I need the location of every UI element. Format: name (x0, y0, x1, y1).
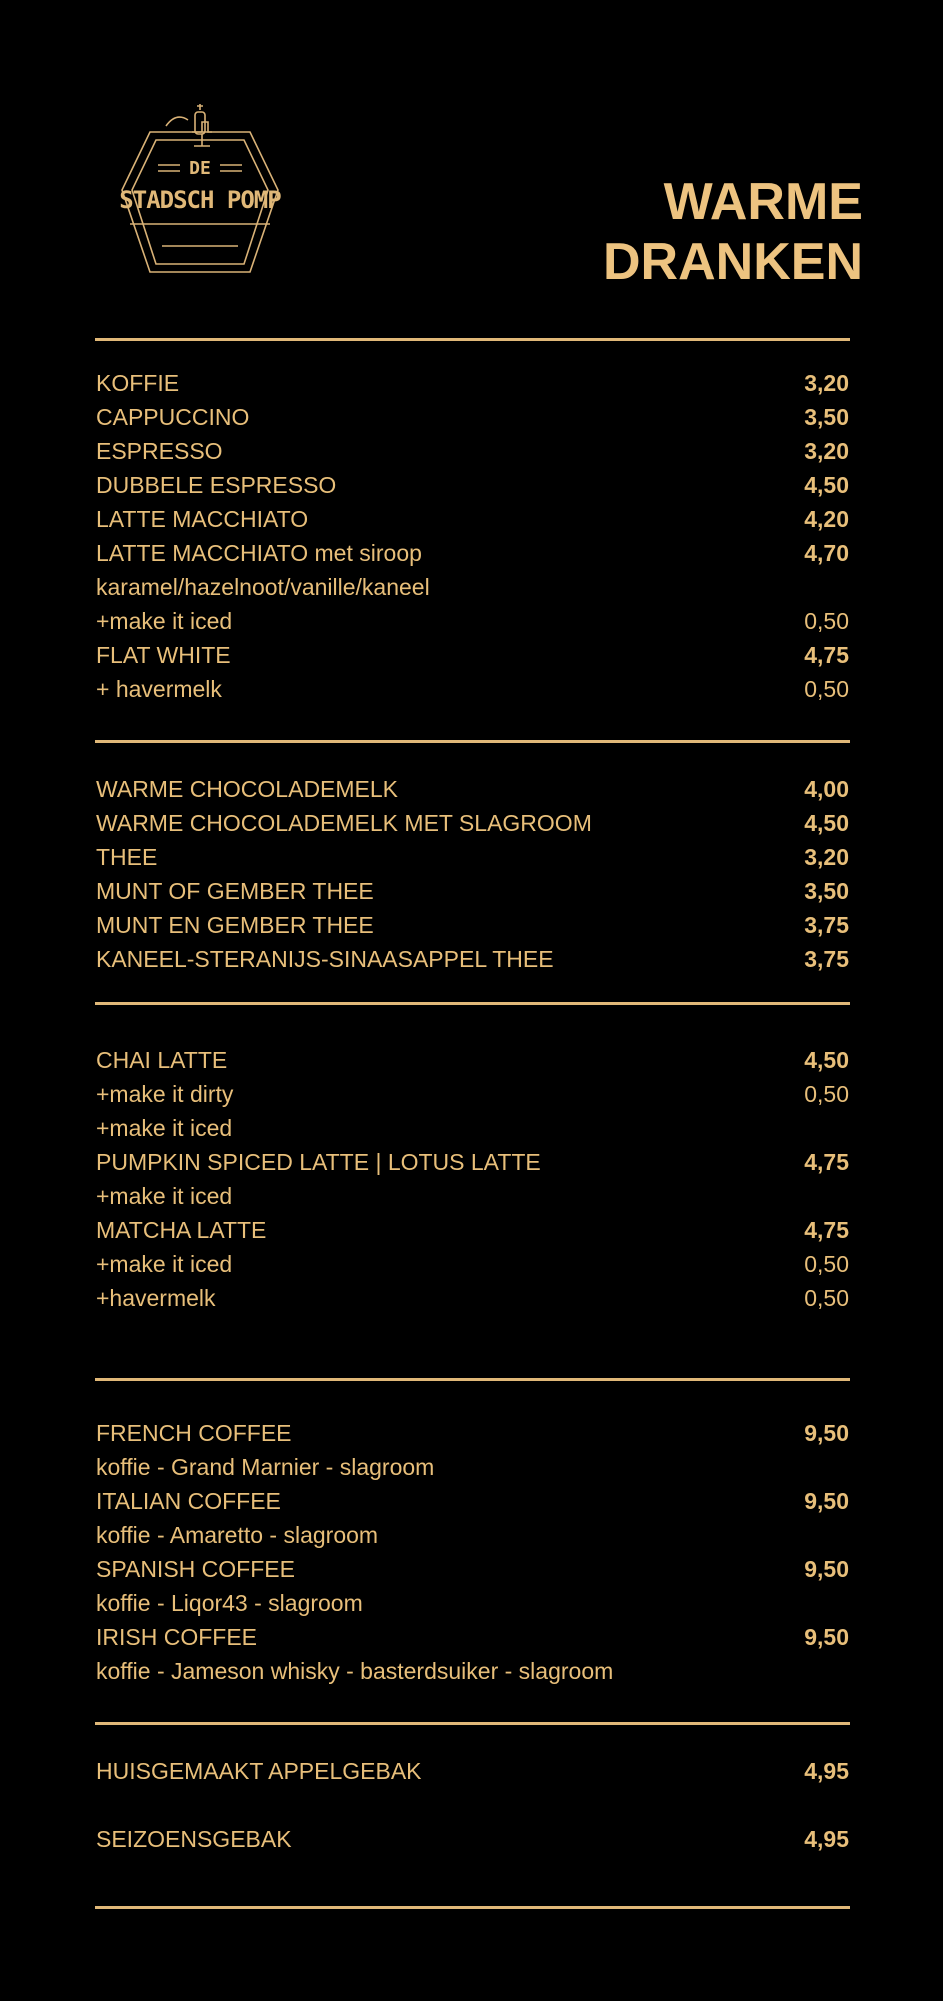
menu-item (96, 1077, 849, 1111)
menu-item-price: 4,50 (804, 810, 849, 836)
menu-item-price: 9,50 (804, 1556, 849, 1582)
menu-item-price: 0,50 (804, 1251, 849, 1277)
menu-item (96, 1620, 849, 1654)
section-divider (95, 1722, 850, 1725)
menu-item (96, 806, 849, 840)
menu-item-label: FLAT WHITE (96, 642, 231, 668)
menu-item-price: 0,50 (804, 608, 849, 634)
menu-item-price: 9,50 (804, 1420, 849, 1446)
menu-item (96, 502, 849, 536)
menu-item (96, 908, 849, 942)
menu-item-price: 4,95 (804, 1758, 849, 1784)
menu-item (96, 1043, 849, 1077)
menu-item-label: LATTE MACCHIATO met siroop (96, 540, 422, 566)
menu-item-label: karamel/hazelnoot/vanille/kaneel (96, 574, 430, 600)
menu-item-price: 3,20 (804, 370, 849, 396)
menu-item-label: koffie - Grand Marnier - slagroom (96, 1454, 435, 1480)
section-divider (95, 1002, 850, 1005)
menu-item (96, 772, 849, 806)
menu-item (96, 1145, 849, 1179)
menu-item-label: KOFFIE (96, 370, 180, 396)
menu-item-label: +make it iced (96, 1115, 233, 1141)
menu-item-price: 0,50 (804, 1081, 849, 1107)
menu-item (96, 1179, 849, 1213)
menu-item-label: WARME CHOCOLADEMELK MET SLAGROOM (96, 810, 592, 836)
menu-item (96, 1416, 849, 1450)
menu-item-price: 4,75 (804, 1149, 849, 1175)
menu-item-price: 3,20 (804, 438, 849, 464)
menu-item-price: 4,75 (804, 1217, 849, 1243)
menu-item (96, 604, 849, 638)
menu-item-label: +make it iced (96, 1183, 233, 1209)
section-divider (95, 740, 850, 743)
menu-item-price: 4,00 (804, 776, 849, 802)
menu-item-label: koffie - Amaretto - slagroom (96, 1522, 379, 1548)
menu-item (96, 874, 849, 908)
menu-item (96, 1654, 849, 1688)
menu-item (96, 536, 849, 570)
menu-item (96, 672, 849, 706)
menu-item (96, 1754, 849, 1788)
page-title: WARME DRANKEN (603, 173, 863, 291)
menu-item (96, 434, 849, 468)
menu-item (96, 1586, 849, 1620)
menu-item-label: FRENCH COFFEE (96, 1420, 292, 1446)
menu-item-price: 0,50 (804, 676, 849, 702)
menu-item-price: 9,50 (804, 1488, 849, 1514)
menu-item (96, 1213, 849, 1247)
menu-item-label: CAPPUCCINO (96, 404, 250, 430)
menu-item-label: MUNT OF GEMBER THEE (96, 878, 374, 904)
menu-item-label: THEE (96, 844, 158, 870)
menu-item-price: 3,75 (804, 946, 849, 972)
menu-item (96, 1450, 849, 1484)
menu-item-label: CHAI LATTE (96, 1047, 228, 1073)
menu-item-price: 3,50 (804, 404, 849, 430)
menu-item-price: 4,50 (804, 472, 849, 498)
menu-item-price: 3,20 (804, 844, 849, 870)
menu-item (96, 570, 849, 604)
menu-item-label: PUMPKIN SPICED LATTE | LOTUS LATTE (96, 1149, 541, 1175)
menu-item (96, 942, 849, 976)
menu-item (96, 1247, 849, 1281)
menu-item-label: IRISH COFFEE (96, 1624, 258, 1650)
menu-item-label: koffie - Liqor43 - slagroom (96, 1590, 363, 1616)
menu-item-label: LATTE MACCHIATO (96, 506, 309, 532)
menu-item-label: WARME CHOCOLADEMELK (96, 776, 399, 802)
menu-item-label: ITALIAN COFFEE (96, 1488, 281, 1514)
menu-item (96, 1552, 849, 1586)
menu-item-label: MUNT EN GEMBER THEE (96, 912, 374, 938)
menu-item-label: +make it iced (96, 1251, 233, 1277)
menu-item (96, 1518, 849, 1552)
menu-item-price: 0,50 (804, 1285, 849, 1311)
menu-item-price: 4,70 (804, 540, 849, 566)
section-divider (95, 1378, 850, 1381)
menu-item-price: 3,75 (804, 912, 849, 938)
logo-text-name: STADSCH POMP (119, 186, 281, 214)
menu-item-label: +make it iced (96, 608, 233, 634)
menu-item (96, 400, 849, 434)
section-divider (95, 1906, 850, 1909)
menu-item-price: 4,20 (804, 506, 849, 532)
menu-item (96, 1111, 849, 1145)
menu-item-label: SEIZOENSGEBAK (96, 1826, 292, 1852)
menu-item-label: KANEEL-STERANIJS-SINAASAPPEL THEE (96, 946, 554, 972)
menu-item-label: MATCHA LATTE (96, 1217, 267, 1243)
menu-item-label: + havermelk (96, 676, 222, 702)
menu-item-label: +havermelk (96, 1285, 216, 1311)
menu-item-price: 9,50 (804, 1624, 849, 1650)
menu-item-label: +make it dirty (96, 1081, 234, 1107)
menu-item-label: SPANISH COFFEE (96, 1556, 295, 1582)
menu-item (96, 840, 849, 874)
menu-item (96, 638, 849, 672)
menu-item (96, 1822, 849, 1856)
logo-text-de: DE (189, 158, 211, 179)
menu-item-price: 3,50 (804, 878, 849, 904)
section-divider (95, 338, 850, 341)
menu-item-price: 4,95 (804, 1826, 849, 1852)
menu-item-label: HUISGEMAAKT APPELGEBAK (96, 1758, 422, 1784)
menu-item-label: koffie - Jameson whisky - basterdsuiker - slagroom (96, 1658, 614, 1684)
menu-item (96, 1484, 849, 1518)
menu-item-label: DUBBELE ESPRESSO (96, 472, 337, 498)
menu-item-price: 4,75 (804, 642, 849, 668)
menu-item-price: 4,50 (804, 1047, 849, 1073)
menu-item (96, 1281, 849, 1315)
menu-item (96, 468, 849, 502)
menu-item (96, 366, 849, 400)
menu-item-label: ESPRESSO (96, 438, 223, 464)
